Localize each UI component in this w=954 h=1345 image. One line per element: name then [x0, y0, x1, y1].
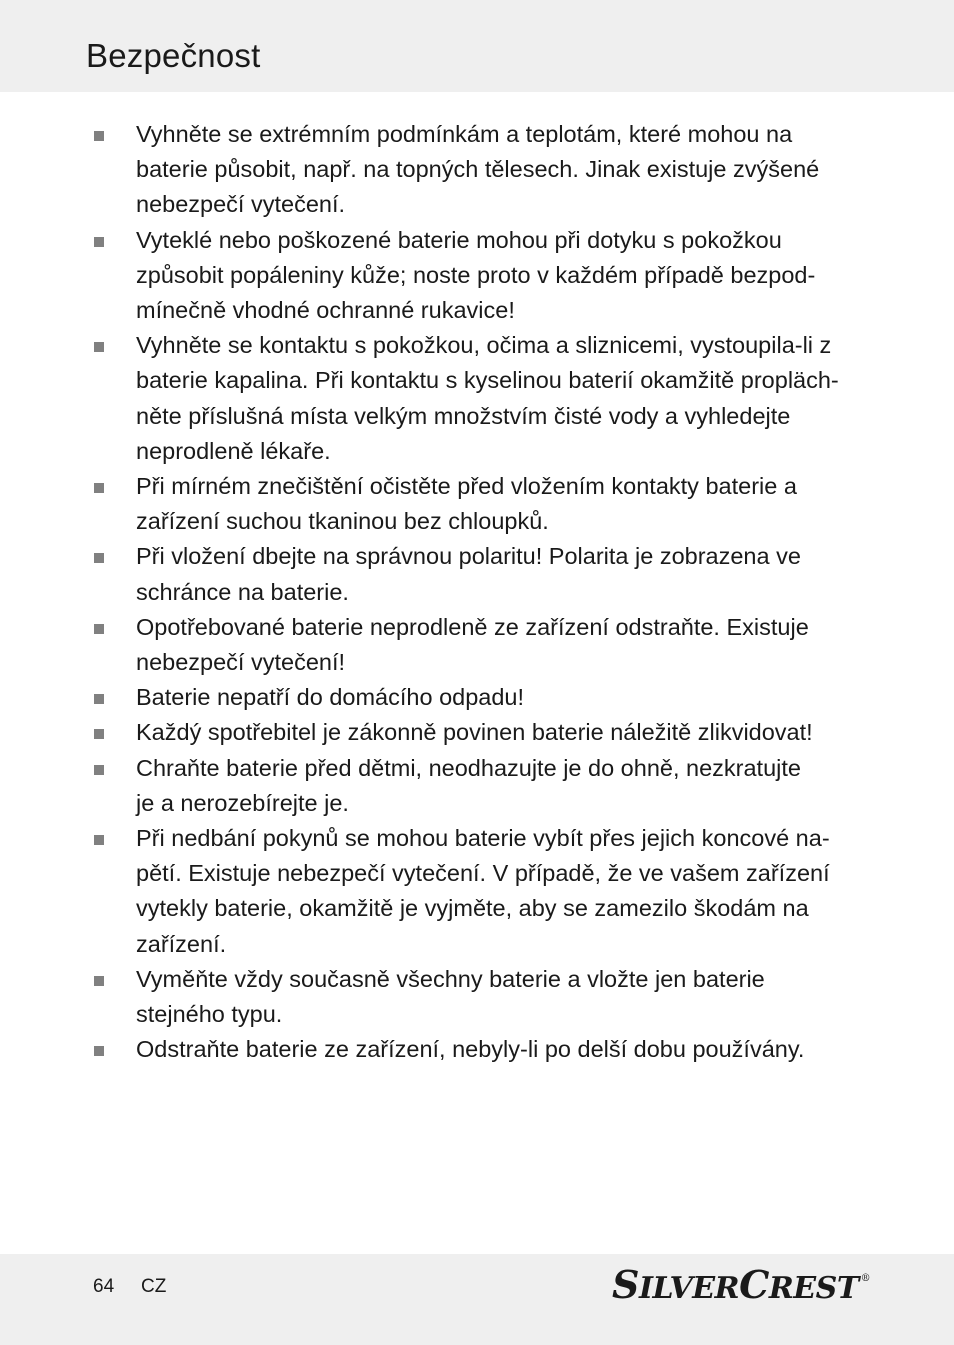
- bullet-text-line: Vyměňte vždy současně všechny baterie a vložte jen baterie: [136, 965, 765, 992]
- bullet-item: [86, 610, 876, 680]
- bullet-text-line: baterie působit, např. na topných tělesech. Jinak existuje zvýšené: [136, 156, 820, 183]
- bullet-text-line: schránce na baterie.: [136, 578, 349, 605]
- bullet-text-line: Vyhněte se extrémním podmínkám a teplotám, které mohou na: [136, 121, 793, 147]
- bullet-item: [86, 680, 876, 715]
- bullet-text-line: Opotřebované baterie neprodleně ze zařízení odstraňte. Existuje: [136, 613, 809, 640]
- square-bullet-icon: [94, 694, 104, 704]
- bullet-item: [86, 117, 876, 223]
- bullet-text-line: Při nedbání pokynů se mohou baterie vybít přes jejich koncové na-: [136, 825, 830, 852]
- registered-mark: ®: [860, 1273, 871, 1284]
- square-bullet-icon: [94, 131, 104, 141]
- bullet-text-line: neprodleně lékaře.: [136, 437, 331, 464]
- bullet-text-line: zařízení suchou tkaninou bez chloupků.: [136, 508, 549, 535]
- bullet-text-line: Každý spotřebitel je zákonně povinen baterie náležitě zlikvidovat!: [136, 719, 813, 746]
- square-bullet-icon: [94, 729, 104, 739]
- silvercrest-logo: [612, 1262, 871, 1307]
- bullet-item: [86, 328, 876, 469]
- bullet-text-line: Vyhněte se kontaktu s pokožkou, očima a sliznicemi, vystoupila-li z: [136, 332, 832, 359]
- bullet-item: [86, 223, 876, 329]
- page-number: 64: [93, 1276, 115, 1297]
- logo-text-rest: REST: [768, 1271, 859, 1306]
- safety-bullet-list: [86, 117, 876, 1067]
- bullet-text-line: zařízení.: [136, 930, 227, 957]
- square-bullet-icon: [94, 553, 104, 563]
- square-bullet-icon: [94, 1046, 104, 1056]
- bullet-item: [86, 751, 876, 821]
- bullet-text-line: mínečně vhodné ochranné rukavice!: [136, 297, 515, 324]
- square-bullet-icon: [94, 342, 104, 352]
- bullet-item: [86, 962, 876, 1032]
- bullet-text-line: Baterie nepatří do domácího odpadu!: [136, 684, 525, 711]
- bullet-text-line: nebezpečí vytečení.: [136, 191, 346, 218]
- logo-text-ilver: ILVER: [638, 1271, 740, 1306]
- bullet-item: [86, 821, 876, 962]
- bullet-text-line: je a nerozebírejte je.: [136, 789, 349, 816]
- square-bullet-icon: [94, 237, 104, 247]
- bullet-text-line: stejného typu.: [136, 1001, 283, 1028]
- bullet-text-line: baterie kapalina. Při kontaktu s kyselinou baterií okamžitě propläch-: [136, 367, 839, 394]
- square-bullet-icon: [94, 624, 104, 634]
- bullet-text-line: vytekly baterie, okamžitě je vyjměte, aby se zamezilo škodám na: [136, 895, 809, 922]
- square-bullet-icon: [94, 835, 104, 845]
- square-bullet-icon: [94, 976, 104, 986]
- bullet-item: [86, 539, 876, 609]
- bullet-text-line: Při mírném znečištění očistěte před vložením kontakty baterie a: [136, 473, 797, 500]
- bullet-item: [86, 469, 876, 539]
- bullet-text-line: Chraňte baterie před dětmi, neodhazujte je do ohně, nezkratujte: [136, 754, 801, 781]
- bullet-text-line: něte příslušná místa velkým množstvím čisté vody a vyhledejte: [136, 402, 791, 429]
- bullet-text-line: nebezpečí vytečení!: [136, 649, 346, 676]
- language-code: CZ: [141, 1276, 167, 1297]
- bullet-text-line: Při vložení dbejte na správnou polaritu! Polarita je zobrazena ve: [136, 543, 801, 570]
- bullet-item: [86, 1032, 876, 1067]
- logo-initial-c: C: [739, 1262, 769, 1307]
- bullet-item: [86, 715, 876, 750]
- bullet-text-line: Odstraňte baterie ze zařízení, nebyly-li po delší dobu používány.: [136, 1036, 805, 1063]
- square-bullet-icon: [94, 483, 104, 493]
- bullet-text-line: pětí. Existuje nebezpečí vytečení. V případě, že ve vašem zařízení: [136, 860, 830, 887]
- square-bullet-icon: [94, 765, 104, 775]
- bullet-text-line: Vyteklé nebo poškozené baterie mohou při dotyku s pokožkou: [136, 226, 782, 253]
- bullet-text-line: způsobit popáleniny kůže; noste proto v každém případě bezpod-: [136, 261, 816, 288]
- logo-initial-s: S: [612, 1262, 639, 1307]
- page-title: Bezpečnost: [86, 37, 261, 74]
